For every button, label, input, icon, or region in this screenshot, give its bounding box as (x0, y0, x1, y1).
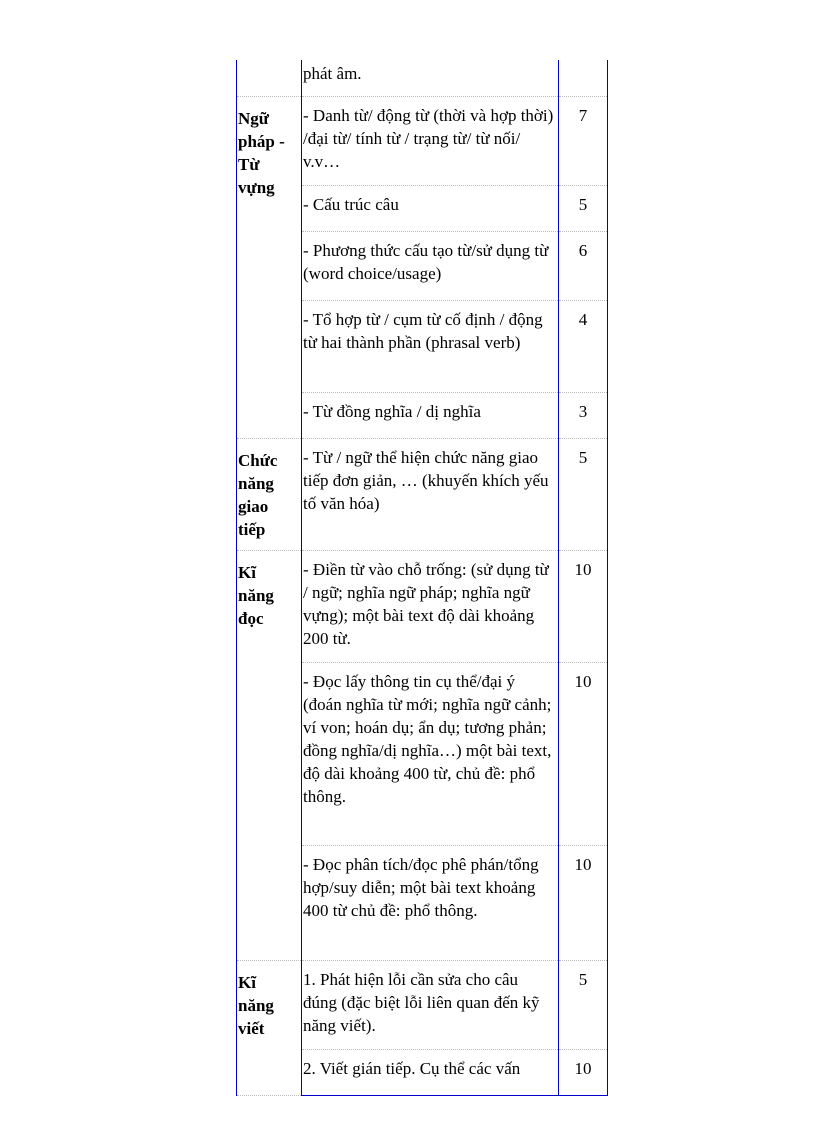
score-cell: 5 (559, 185, 608, 231)
score-cell: 6 (559, 231, 608, 300)
category-cell (237, 60, 302, 96)
description-cell: - Tổ hợp từ / cụm từ cố định / động từ hai thành phần (phrasal verb) (302, 300, 559, 392)
description-cell: - Phương thức cấu tạo từ/sử dụng từ (word choice/usage) (302, 231, 559, 300)
table-row (237, 960, 608, 1049)
score-cell: 4 (559, 300, 608, 392)
table-row (237, 60, 608, 96)
score-cell: 10 (559, 1049, 608, 1095)
score-cell (559, 60, 608, 96)
category-cell: Chức năng giao tiếp (237, 438, 302, 550)
category-cell: Kĩ năng đọc (237, 550, 302, 960)
score-cell: 3 (559, 392, 608, 438)
table-row (237, 550, 608, 662)
category-cell: Kĩ năng viết (237, 960, 302, 1095)
table-row (237, 96, 608, 185)
description-cell: - Điền từ vào chỗ trống: (sử dụng từ / ngữ; nghĩa ngữ pháp; nghĩa ngữ vựng); một bài text độ dài khoảng 200 từ. (302, 550, 559, 662)
description-cell: 1. Phát hiện lỗi cần sửa cho câu đúng (đặc biệt lỗi liên quan đến kỹ năng viết). (302, 960, 559, 1049)
description-cell: 2. Viết gián tiếp. Cụ thể các vấn (302, 1049, 559, 1095)
table-row (237, 438, 608, 550)
description-cell: - Danh từ/ động từ (thời và hợp thời) /đại từ/ tính từ / trạng từ/ từ nối/ v.v… (302, 96, 559, 185)
exam-structure-table (236, 60, 608, 1096)
score-cell: 10 (559, 662, 608, 845)
description-cell: - Từ / ngữ thể hiện chức năng giao tiếp đơn giản, … (khuyến khích yếu tố văn hóa) (302, 438, 559, 550)
description-cell: - Từ đồng nghĩa / dị nghĩa (302, 392, 559, 438)
description-cell: - Đọc lấy thông tin cụ thể/đại ý (đoán nghĩa từ mới; nghĩa ngữ cảnh; ví von; hoán dụ; ẩn dụ; tương phản; đồng nghĩa/dị nghĩa…) một bài text, độ dài khoảng 400 từ, chủ đề: phổ thông. (302, 662, 559, 845)
description-cell: phát âm. (302, 60, 559, 96)
category-cell: Ngữ pháp - Từ vựng (237, 96, 302, 438)
score-cell: 5 (559, 960, 608, 1049)
score-cell: 10 (559, 845, 608, 960)
score-cell: 10 (559, 550, 608, 662)
score-cell: 5 (559, 438, 608, 550)
score-cell: 7 (559, 96, 608, 185)
description-cell: - Cấu trúc câu (302, 185, 559, 231)
description-cell: - Đọc phân tích/đọc phê phán/tổng hợp/suy diễn; một bài text khoảng 400 từ chủ đề: phổ thông. (302, 845, 559, 960)
